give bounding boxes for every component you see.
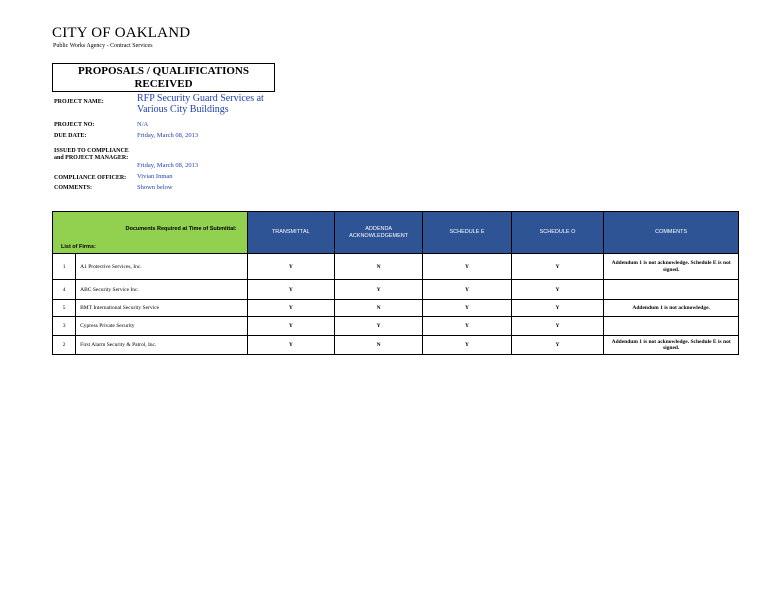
project-name-value: RFP Security Guard Services at Various City Buildings [137,93,264,115]
firm-name: Cypress Private Security [76,317,248,336]
col-header-addenda: ADDENDA ACKNOWLEDGEMENT [334,212,422,254]
documents-required-label: Documents Required at Time of Submittal: [125,226,237,232]
schedule-e-value: Y [423,336,511,355]
compliance-officer-label: COMPLIANCE OFFICER: [54,175,127,181]
project-no-value: N/A [137,121,149,128]
firms-table [52,211,739,355]
project-name-label: PROJECT NAME: [54,99,104,105]
city-title: CITY OF OAKLAND [52,25,191,41]
agency-subtitle: Public Works Agency - Contract Services [53,43,153,49]
schedule-o-value: Y [511,336,604,355]
schedule-o-value: Y [511,254,604,280]
col-header-comments: COMMENTS [604,212,739,254]
addenda-value: N [334,254,422,280]
documents-required-cell [53,212,248,254]
addenda-value: Y [334,317,422,336]
project-no-label: PROJECT NO: [54,122,95,128]
row-number: 4 [53,280,76,300]
due-date-label: DUE DATE: [54,133,87,139]
transmittal-value: Y [247,300,334,317]
comments-label: COMMENTS: [54,185,92,191]
firm-name: BMT International Security Service [76,300,248,317]
proposals-title-box [52,63,275,92]
list-of-firms-label: List of Firms: [61,244,96,250]
table-row [53,336,739,355]
table-row [53,317,739,336]
proposals-title: PROPOSALS / QUALIFICATIONS RECEIVED [78,65,249,90]
firm-name: First Alarm Security & Patrol, Inc. [76,336,248,355]
transmittal-value: Y [247,317,334,336]
table-header-row [53,212,739,254]
compliance-officer-value: Vivian Inman [137,173,173,180]
transmittal-value: Y [247,280,334,300]
due-date-value: Friday, March 08, 2013 [137,132,199,139]
firm-name: ABC Security Service Inc. [76,280,248,300]
comments-value: Shown below [137,184,173,191]
table-row [53,280,739,300]
schedule-e-value: Y [423,254,511,280]
comment-value [604,317,739,336]
table-row [53,300,739,317]
addenda-value: N [334,300,422,317]
row-number: 3 [53,317,76,336]
transmittal-value: Y [247,336,334,355]
schedule-o-value: Y [511,300,604,317]
issued-to-label: ISSUED TO COMPLIANCE and PROJECT MANAGER: [54,148,129,161]
schedule-o-value: Y [511,317,604,336]
comment-value: Addendum 1 is not acknowledge. [604,300,739,317]
row-number: 5 [53,300,76,317]
row-number: 1 [53,254,76,280]
firm-name: A1 Protective Services, Inc. [76,254,248,280]
row-number: 2 [53,336,76,355]
issued-to-value: Friday, March 08, 2013 [137,162,199,169]
col-header-schedule-e: SCHEDULE E [423,212,511,254]
schedule-o-value: Y [511,280,604,300]
transmittal-value: Y [247,254,334,280]
addenda-value: N [334,336,422,355]
comment-value: Addendum 1 is not acknowledge. Schedule E is not signed. [604,336,739,355]
schedule-e-value: Y [423,317,511,336]
addenda-value: Y [334,280,422,300]
col-header-transmittal: TRANSMITTAL [247,212,334,254]
schedule-e-value: Y [423,300,511,317]
table-row [53,254,739,280]
comment-value [604,280,739,300]
comment-value: Addendum 1 is not acknowledge. Schedule E is not signed. [604,254,739,280]
schedule-e-value: Y [423,280,511,300]
col-header-schedule-o: SCHEDULE O [511,212,604,254]
